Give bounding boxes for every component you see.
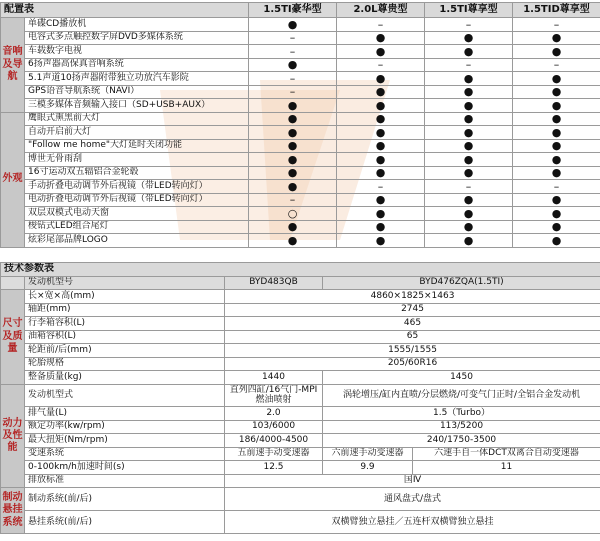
table-row bbox=[1, 511, 600, 534]
feature-value: ● bbox=[249, 220, 337, 234]
feature-value: ● bbox=[513, 166, 600, 180]
spec-value-a: 直列四缸/16气门-MPI燃油喷射 bbox=[225, 384, 323, 407]
spec-title: 技术参数表 bbox=[1, 263, 600, 277]
feature-label: 三模多媒体音频输入接口（SD+USB+AUX） bbox=[25, 99, 249, 113]
table-row bbox=[1, 330, 600, 344]
spec-label: 发动机型号 bbox=[25, 276, 225, 290]
feature-value: – bbox=[337, 58, 425, 72]
feature-value: ● bbox=[513, 45, 600, 59]
spec-label: 额定功率(kw/rpm) bbox=[25, 420, 225, 434]
table-row bbox=[1, 193, 600, 207]
table-row bbox=[1, 488, 600, 511]
model-header: 1.5TI尊享型 bbox=[425, 3, 513, 18]
model-header: 2.0L尊贵型 bbox=[337, 3, 425, 18]
feature-label: 自动开启前大灯 bbox=[25, 126, 249, 140]
feature-value: – bbox=[249, 193, 337, 207]
feature-value: ● bbox=[425, 166, 513, 180]
spec-label: 最大扭矩(Nm/rpm) bbox=[25, 434, 225, 448]
table-row bbox=[1, 72, 600, 86]
spec-label: 整备质量(kg) bbox=[25, 371, 225, 385]
table-row bbox=[1, 18, 600, 32]
feature-value: ● bbox=[425, 72, 513, 86]
spec-value-a: 2.0 bbox=[225, 407, 323, 421]
feature-value: ○ bbox=[249, 207, 337, 221]
table-row bbox=[1, 180, 600, 194]
table-row bbox=[1, 290, 600, 304]
feature-value: ● bbox=[425, 112, 513, 126]
table-row bbox=[1, 434, 600, 448]
feature-value: ● bbox=[337, 99, 425, 113]
feature-value: ● bbox=[249, 153, 337, 167]
feature-value: ● bbox=[337, 207, 425, 221]
model-header: 1.5TI豪华型 bbox=[249, 3, 337, 18]
feature-label: 单碟CD播放机 bbox=[25, 18, 249, 32]
feature-value: ● bbox=[513, 234, 600, 248]
feature-value: ● bbox=[249, 99, 337, 113]
table-row bbox=[1, 112, 600, 126]
feature-label: 电动折叠电动调节外后视镜（带LED转向灯） bbox=[25, 193, 249, 207]
spec-value-b: 涡轮增压/缸内直喷/分层燃烧/可变气门正时/全铝合金发动机 bbox=[323, 384, 600, 407]
feature-value: ● bbox=[425, 220, 513, 234]
feature-value: ● bbox=[513, 153, 600, 167]
spec-label: 排放标准 bbox=[25, 474, 225, 488]
feature-value: – bbox=[249, 31, 337, 45]
spec-label: 0-100km/h加速时间(s) bbox=[25, 461, 225, 475]
spec-label: 排气量(L) bbox=[25, 407, 225, 421]
feature-value: ● bbox=[425, 126, 513, 140]
category-power: 动力及性能 bbox=[1, 384, 25, 488]
feature-label: 博世无骨雨刮 bbox=[25, 153, 249, 167]
spec-value-a: 12.5 bbox=[225, 461, 323, 475]
feature-value: ● bbox=[249, 58, 337, 72]
feature-value: – bbox=[513, 18, 600, 32]
table-row bbox=[1, 303, 600, 317]
spec-label: 轮距前/后(mm) bbox=[25, 344, 225, 358]
spec-label: 变速系统 bbox=[25, 447, 225, 461]
spec-value: 国Ⅳ bbox=[225, 474, 600, 488]
spec-value-b: 1450 bbox=[323, 371, 600, 385]
feature-value: – bbox=[513, 180, 600, 194]
table-row bbox=[1, 85, 600, 99]
engine-model-b: BYD476ZQA(1.5TI) bbox=[323, 276, 600, 290]
table-row bbox=[1, 234, 600, 248]
feature-value: ● bbox=[513, 112, 600, 126]
spec-label: 油箱容积(L) bbox=[25, 330, 225, 344]
feature-value: ● bbox=[249, 18, 337, 32]
feature-value: ● bbox=[513, 72, 600, 86]
feature-value: – bbox=[249, 85, 337, 99]
feature-value: ● bbox=[337, 45, 425, 59]
spec-label: 长×宽×高(mm) bbox=[25, 290, 225, 304]
feature-label: 梭钻式LED组合尾灯 bbox=[25, 220, 249, 234]
spec-header-row bbox=[1, 263, 600, 277]
feature-value: ● bbox=[513, 139, 600, 153]
table-row bbox=[1, 31, 600, 45]
spec-value: 4860×1825×1463 bbox=[225, 290, 600, 304]
feature-value: ● bbox=[425, 207, 513, 221]
feature-label: 鹰眼式熏黑前大灯 bbox=[25, 112, 249, 126]
table-row bbox=[1, 384, 600, 407]
feature-value: – bbox=[425, 180, 513, 194]
feature-value: ● bbox=[249, 166, 337, 180]
spec-label: 轴距(mm) bbox=[25, 303, 225, 317]
feature-value: – bbox=[425, 18, 513, 32]
feature-label: 5.1声道10扬声器附带独立功放汽车影院 bbox=[25, 72, 249, 86]
feature-value: ● bbox=[337, 85, 425, 99]
table-row bbox=[1, 357, 600, 371]
feature-label: 手动折叠电动调节外后视镜（带LED转向灯） bbox=[25, 180, 249, 194]
spec-value-a: 五前速手动变速器 bbox=[225, 447, 323, 461]
feature-value: ● bbox=[513, 31, 600, 45]
feature-value: ● bbox=[513, 207, 600, 221]
feature-value: – bbox=[249, 72, 337, 86]
spec-value: 2745 bbox=[225, 303, 600, 317]
spec-value-a: 103/6000 bbox=[225, 420, 323, 434]
feature-value: – bbox=[337, 180, 425, 194]
feature-value: ● bbox=[337, 72, 425, 86]
spec-label: 轮胎规格 bbox=[25, 357, 225, 371]
category-dimensions: 尺寸及质量 bbox=[1, 290, 25, 385]
spec-value: 1555/1555 bbox=[225, 344, 600, 358]
spec-value-b: 1.5（Turbo） bbox=[323, 407, 600, 421]
feature-value: ● bbox=[513, 220, 600, 234]
feature-value: ● bbox=[513, 99, 600, 113]
feature-value: ● bbox=[425, 193, 513, 207]
feature-label: 车载数字电视 bbox=[25, 45, 249, 59]
spec-value: 双横臂独立悬挂／五连杆双横臂独立悬挂 bbox=[225, 511, 600, 534]
table-row bbox=[1, 58, 600, 72]
spec-label: 发动机型式 bbox=[25, 384, 225, 407]
feature-value: – bbox=[513, 58, 600, 72]
feature-value: ● bbox=[425, 153, 513, 167]
spec-label: 行李箱容积(L) bbox=[25, 317, 225, 331]
feature-value: ● bbox=[425, 139, 513, 153]
spec-value-b2: 11 bbox=[413, 461, 600, 475]
feature-value: ● bbox=[249, 180, 337, 194]
feature-value: ● bbox=[337, 166, 425, 180]
feature-value: ● bbox=[337, 126, 425, 140]
spec-value-a: 186/4000-4500 bbox=[225, 434, 323, 448]
model-header: 1.5TID尊享型 bbox=[513, 3, 600, 18]
spec-value: 通风盘式/盘式 bbox=[225, 488, 600, 511]
spec-value-a: 1440 bbox=[225, 371, 323, 385]
table-row bbox=[1, 371, 600, 385]
spec-value-b1: 六前速手动变速器 bbox=[323, 447, 413, 461]
feature-label: 16寸运动双五辐铝合金轮毂 bbox=[25, 166, 249, 180]
spec-value: 205/60R16 bbox=[225, 357, 600, 371]
spec-value: 65 bbox=[225, 330, 600, 344]
feature-value: ● bbox=[337, 193, 425, 207]
feature-label: 双层双模式电动天窗 bbox=[25, 207, 249, 221]
table-row bbox=[1, 220, 600, 234]
table-row bbox=[1, 166, 600, 180]
config-table bbox=[0, 2, 600, 248]
feature-value: ● bbox=[513, 85, 600, 99]
feature-value: ● bbox=[425, 85, 513, 99]
feature-value: ● bbox=[337, 139, 425, 153]
feature-value: ● bbox=[249, 234, 337, 248]
feature-value: ● bbox=[337, 220, 425, 234]
spec-value-b: 240/1750-3500 bbox=[323, 434, 600, 448]
feature-value: – bbox=[249, 45, 337, 59]
table-row bbox=[1, 207, 600, 221]
feature-value: ● bbox=[249, 139, 337, 153]
feature-value: – bbox=[425, 58, 513, 72]
feature-value: ● bbox=[513, 193, 600, 207]
table-row bbox=[1, 45, 600, 59]
config-header-row bbox=[1, 3, 600, 18]
table-row bbox=[1, 153, 600, 167]
feature-label: 炫彩尾部品牌LOGO bbox=[25, 234, 249, 248]
table-row bbox=[1, 461, 600, 475]
table-row bbox=[1, 99, 600, 113]
spec-label: 制动系统(前/后) bbox=[25, 488, 225, 511]
feature-value: – bbox=[337, 18, 425, 32]
feature-value: ● bbox=[425, 45, 513, 59]
table-row bbox=[1, 420, 600, 434]
feature-label: "Follow me home"大灯延时关闭功能 bbox=[25, 139, 249, 153]
table-row bbox=[1, 139, 600, 153]
engine-model-a: BYD483QB bbox=[225, 276, 323, 290]
feature-value: ● bbox=[337, 112, 425, 126]
category-exterior: 外观 bbox=[1, 112, 25, 247]
spec-value-b2: 六速手自一体DCT双离合自动变速器 bbox=[413, 447, 600, 461]
feature-value: ● bbox=[425, 99, 513, 113]
feature-value: ● bbox=[425, 31, 513, 45]
table-row bbox=[1, 276, 600, 290]
feature-value: ● bbox=[425, 234, 513, 248]
table-row bbox=[1, 126, 600, 140]
spec-value-b: 113/5200 bbox=[323, 420, 600, 434]
table-row bbox=[1, 317, 600, 331]
feature-value: ● bbox=[249, 112, 337, 126]
feature-label: 电容式多点触控数字屏DVD多媒体系统 bbox=[25, 31, 249, 45]
category-audio-nav: 音响及导航 bbox=[1, 18, 25, 113]
feature-label: 6扬声器高保真音响系统 bbox=[25, 58, 249, 72]
feature-value: ● bbox=[513, 126, 600, 140]
table-row bbox=[1, 474, 600, 488]
feature-value: ● bbox=[249, 126, 337, 140]
table-row bbox=[1, 447, 600, 461]
feature-value: ● bbox=[337, 234, 425, 248]
table-row bbox=[1, 344, 600, 358]
spec-value-b1: 9.9 bbox=[323, 461, 413, 475]
spec-value: 465 bbox=[225, 317, 600, 331]
spec-label: 悬挂系统(前/后) bbox=[25, 511, 225, 534]
category-blank bbox=[1, 276, 25, 290]
feature-value: ● bbox=[337, 31, 425, 45]
feature-value: ● bbox=[337, 153, 425, 167]
config-title: 配置表 bbox=[1, 3, 249, 18]
spec-table bbox=[0, 262, 600, 534]
feature-label: GPS语音导航系统（NAVI） bbox=[25, 85, 249, 99]
table-row bbox=[1, 407, 600, 421]
category-brake-suspension: 制动悬挂系统 bbox=[1, 488, 25, 534]
